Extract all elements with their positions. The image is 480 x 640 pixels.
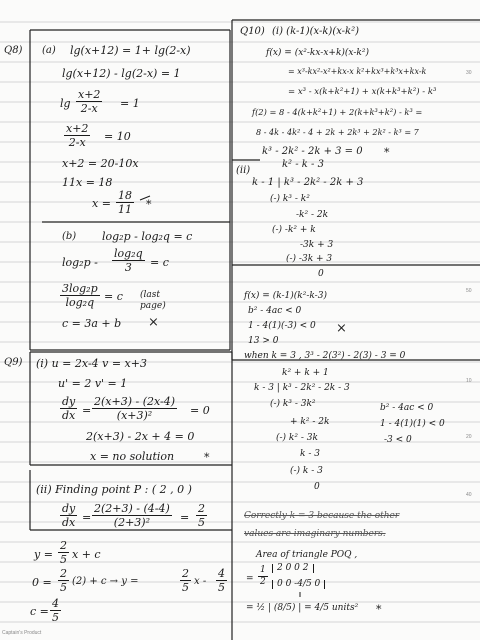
q9-p2: u' = 2 v' = 1: [58, 377, 128, 390]
q8b-eq2-lhs: log₂p -: [62, 256, 98, 269]
margin-number-40: 40: [466, 492, 472, 498]
q8a-eq5: x+2 = 20-10x: [62, 157, 139, 170]
q9-p6-rhs: x + c: [72, 548, 101, 561]
q10-sub1: (-) k³ - k²: [270, 194, 310, 204]
q10-half: $\frac{1}{2}$: [260, 565, 266, 587]
q9-frac1: $\frac{2(x+3) - (2x-4)}{\text{(x+3)²}}$: [94, 395, 176, 422]
q8b-result: c = 3a + b: [62, 317, 122, 330]
q10-ii: (ii): [236, 165, 251, 176]
q8a-lg: lg: [60, 97, 71, 110]
q8b-note: (last page): [140, 290, 166, 311]
q9-equals-3: =: [180, 511, 190, 524]
q10-quot1: k² - k - 3: [282, 159, 324, 170]
q10-area-eq2: = ½ | (8/5) | = 4/5 units²: [246, 603, 359, 613]
q10-disc3: 13 > 0: [248, 336, 279, 346]
q10-r7: k³ - 2k² - 2k + 3 = 0: [262, 146, 363, 157]
q9-frac3: $\frac{2}{5}$: [198, 502, 205, 529]
q8a-frac2: $\frac{x+2}{2-x}$: [66, 122, 89, 149]
q8b-label: (b): [62, 231, 77, 242]
q8b-frac1: $\frac{\text{log₂q}}{3}$: [114, 247, 143, 274]
q10-conc2: values are imaginary numbers.: [244, 529, 386, 539]
margin-number-10: 10: [466, 378, 472, 384]
margin-number-20: 20: [466, 434, 472, 440]
q9-equals-1: =: [82, 404, 92, 417]
q9-label: Q9): [4, 357, 23, 368]
q10-rem6: 0: [314, 482, 320, 492]
q10-cross: ×: [336, 321, 347, 336]
q9-p4: x = no solution: [90, 450, 175, 463]
q10-sub3: (-) -3k + 3: [286, 254, 333, 264]
q9-p7-frac3: $\frac{4}{5}$: [218, 567, 225, 594]
q8a-x: x =: [92, 197, 111, 210]
q8a-frac1: $\frac{x+2}{2-x}$: [78, 88, 101, 115]
q9-dydx-2: $\frac{dy}{dx}$: [62, 502, 76, 529]
q10-r1: (i) (k-1)(x-k)(x-k²): [272, 26, 360, 37]
q10-conc1: Correctly k = 3 because the other: [244, 511, 400, 521]
q8a-frac3: $\frac{18}{11}$: [118, 189, 132, 216]
q10-when: when k = 3 , 3³ - 2(3²) - 2(3) - 3 = 0: [244, 351, 406, 361]
q8a-eq6: 11x = 18: [62, 176, 113, 189]
q10-r3: = x³-kx²-x²+kx-x k²+kx³+k³x+kx-k: [288, 67, 427, 76]
q8b-frac2: $\frac{\text{3log₂p}}{\text{log₂q}}$: [62, 282, 98, 309]
q10-area-eq1: =: [246, 574, 254, 584]
q8b-eq2-rhs: = c: [150, 256, 169, 269]
q8b-eq3-rhs: = c: [104, 290, 123, 303]
q10-fx: f(x) = (k-1)(k²-k-3): [244, 291, 327, 301]
q10-rem4: + k² - 2k: [290, 417, 330, 427]
q9-p7-frac2: $\frac{2}{5}$: [182, 567, 189, 594]
q10-area-star: *: [376, 603, 382, 616]
q9-p1: (i) u = 2x-4 v = x+3: [36, 357, 147, 370]
q10-disc5: 1 - 4(1)(1) < 0: [380, 419, 445, 429]
q8a-eq2: lg(x+12) - lg(2-x) = 1: [62, 67, 181, 80]
q10-r7-star: *: [384, 146, 390, 159]
q8a-label: (a): [42, 45, 56, 56]
q10-label: Q10): [240, 26, 265, 37]
brand-mark: Captain's Product: [2, 630, 42, 636]
q9-frac2: $\frac{2(2+3) - (4-4)}{\text{(2+3)²}}$: [94, 502, 170, 529]
q9-equals-2: =: [82, 511, 92, 524]
q10-rem5: k - 3: [300, 449, 320, 459]
q9-p6-lhs: y =: [34, 548, 53, 561]
q10-div2: k - 3 | k³ - 2k² - 2k - 3: [254, 383, 350, 393]
q8b-eq1: log₂p - log₂q = c: [102, 230, 193, 243]
q10-quot2: k² + k + 1: [282, 368, 329, 378]
q8-label: Q8): [4, 45, 23, 56]
q9-p3: 2(x+3) - 2x + 4 = 0: [86, 430, 195, 443]
q9-p7-frac: $\frac{2}{5}$: [60, 567, 67, 594]
q10-sub5: (-) k² - 3k: [276, 433, 318, 443]
q9-p8-frac: $\frac{4}{5}$: [52, 597, 59, 624]
q10-disc4: b² - 4ac < 0: [380, 403, 434, 413]
q10-sub4: (-) k³ - 3k²: [270, 399, 316, 409]
q8a-eq4-rhs: = 10: [104, 130, 131, 143]
q9-p7-rhs: (2) + c → y =: [72, 576, 139, 587]
q10-sub2: (-) -k² + k: [272, 225, 316, 235]
margin-number-30: 30: [466, 70, 472, 76]
q9-p5: (ii) Finding point P : ( 2 , 0 ): [36, 483, 192, 496]
margin-number-50: 50: [466, 288, 472, 294]
q10-r4: = x³ - x(k+k²+1) + x(k+k³+k²) - k³: [288, 87, 437, 97]
q10-rem3: 0: [318, 269, 324, 279]
q10-r5: f(2) = 8 - 4(k+k²+1) + 2(k+k³+k²) - k³ =: [252, 107, 423, 117]
q10-rem1: -k² - 2k: [296, 210, 329, 220]
q10-disc6: -3 < 0: [384, 435, 412, 445]
q9-star1: *: [204, 451, 210, 464]
q10-div1: k - 1 | k³ - 2k² - 2k + 3: [252, 177, 364, 188]
q10-matrix-row1: 2 0 0 2: [272, 564, 314, 573]
q10-sub6: (-) k - 3: [290, 466, 323, 476]
q8a-eq3-rhs: = 1: [120, 97, 140, 110]
q10-rem2: -3k + 3: [300, 240, 334, 250]
q9-p7-lhs: 0 =: [32, 576, 52, 589]
q9-f1-rhs: = 0: [190, 404, 210, 417]
q9-p7-mid: x -: [194, 576, 207, 587]
q10-matrix-row2: 0 0 -4/5 0: [272, 580, 325, 589]
q9-p6-frac: $\frac{2}{5}$: [60, 539, 67, 566]
q9-dydx-1: $\frac{dy}{dx}$: [62, 395, 76, 422]
q10-r2: f(x) = (x²-kx-x+k)(x-k²): [266, 48, 369, 58]
q10-disc1: b² - 4ac < 0: [248, 306, 302, 316]
q10-r6: 8 - 4k - 4k² - 4 + 2k + 2k³ + 2k² - k³ = 7: [256, 127, 419, 137]
q8a-star: *: [146, 198, 152, 211]
q10-area: Area of triangle POQ ,: [256, 550, 358, 560]
q9-p8-lhs: c =: [30, 605, 49, 618]
q8b-cross: ×: [148, 315, 159, 330]
q8a-eq1: lg(x+12) = 1+ lg(2-x): [70, 44, 191, 57]
q10-disc2: 1 - 4(1)(-3) < 0: [248, 321, 316, 331]
